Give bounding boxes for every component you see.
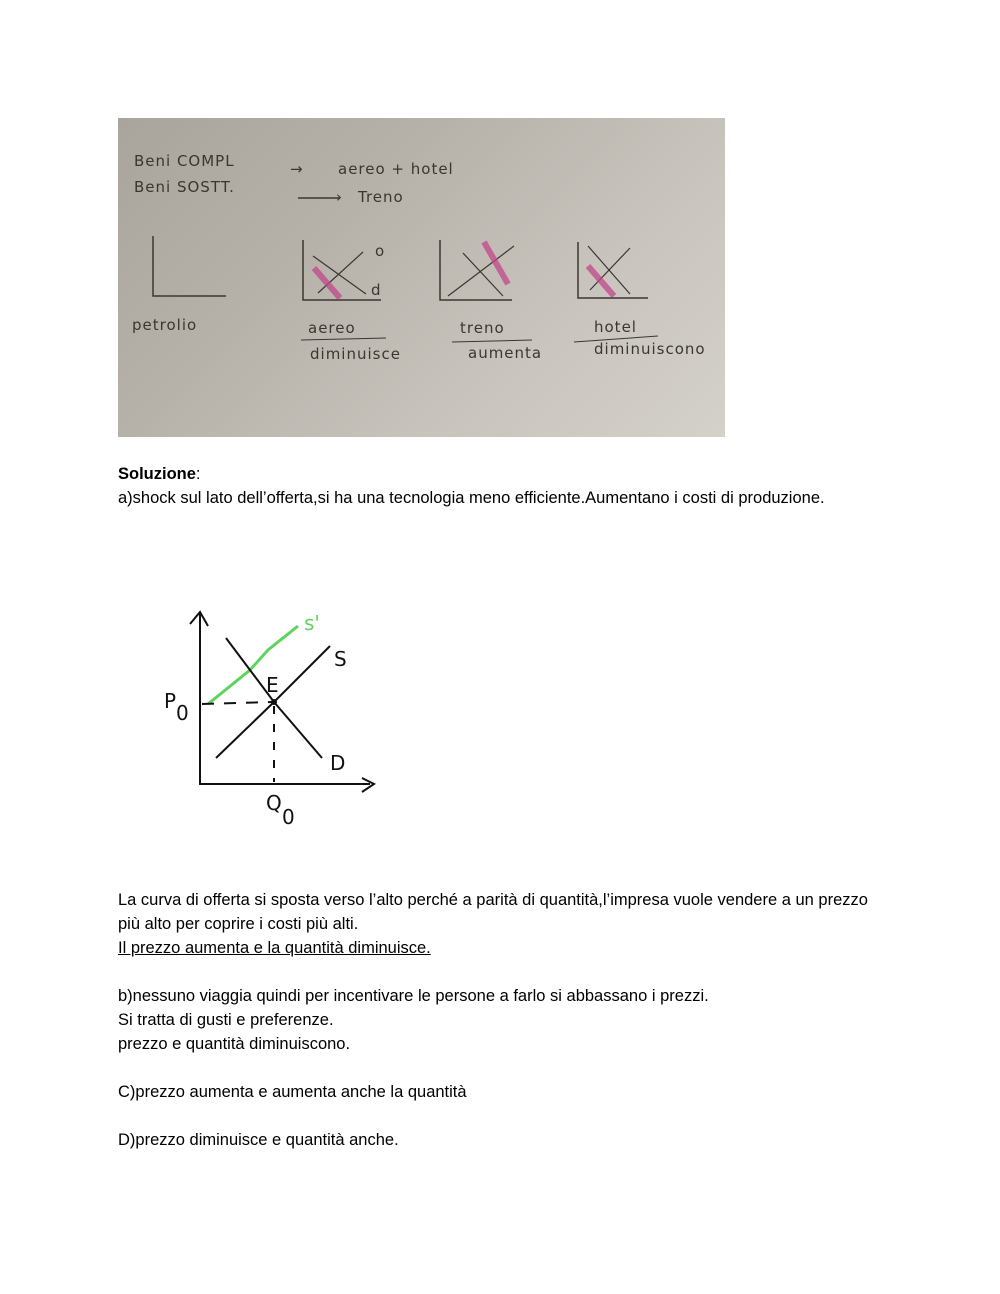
sketch-s-label: S [334, 647, 347, 671]
solution-block [118, 462, 888, 510]
spacer-1 [118, 960, 888, 984]
panel1-label: petrolio [132, 316, 198, 334]
sketch-p-label: P [164, 689, 177, 713]
solution-heading-colon: : [195, 465, 201, 483]
notes-line1-right: aereo + hotel [338, 160, 454, 178]
b-line-3: prezzo e quantità diminuiscono. [118, 1035, 351, 1053]
notes-line2-right: Treno [358, 188, 404, 206]
notes-arrow1: → [290, 160, 304, 178]
panel1-axes [153, 236, 226, 296]
c-line: C)prezzo aumenta e aumenta anche la quantità [118, 1083, 467, 1101]
shift-explanation: La curva di offerta si sposta verso l’alto perché a parità di quantità,l’impresa vuole vendere a un prezzo più alto per coprire i costi più alti. [118, 891, 868, 933]
panel4-bottom-label: diminuiscono [594, 340, 706, 358]
supply-demand-sketch [150, 598, 390, 838]
panel3-highlight [484, 242, 508, 284]
b-line-2: Si tratta di gusti e preferenze. [118, 1011, 334, 1029]
d-line: D)prezzo diminuisce e quantità anche. [118, 1131, 399, 1149]
panel2-top-label: aereo [308, 319, 356, 337]
result-a: Il prezzo aumenta e la quantità diminuisce. [118, 939, 431, 957]
solution-heading: Soluzione [118, 465, 196, 483]
explanation-block [118, 888, 888, 1152]
panel4-top-label: hotel [594, 318, 637, 336]
sketch-demand-curve [226, 638, 322, 758]
notes-line2-left: Beni SOSTT. [134, 178, 235, 196]
notes-drawing [118, 118, 725, 437]
panel2-o-label: o [375, 242, 386, 260]
b-line-1: b)nessuno viaggia quindi per incentivare le persone a farlo si abbassano i prezzi. [118, 987, 709, 1005]
sketch-e-label: E [266, 673, 279, 697]
spacer-2 [118, 1056, 888, 1080]
panel3-bottom-label: aumenta [468, 344, 543, 362]
sketch-p-sub: 0 [176, 701, 189, 725]
spacer-3 [118, 1104, 888, 1128]
panel3-supply [448, 246, 514, 296]
notes-line1-left: Beni COMPL [134, 152, 235, 170]
solution-heading-line [118, 462, 888, 486]
panel2-d-label: d [371, 281, 382, 299]
handwritten-notes-photo [118, 118, 725, 437]
panel2-divider [301, 338, 386, 340]
sketch-price-guide [202, 702, 272, 704]
panel3-top-label: treno [460, 319, 505, 337]
panel3-divider [452, 340, 532, 342]
sketch-s-prime-label: s' [304, 611, 320, 635]
notes-arrow2-head: › [336, 188, 343, 206]
sketch-q-sub: 0 [282, 805, 295, 829]
solution-a-text: a)shock sul lato dell’offerta,si ha una tecnologia meno efficiente.Aumentano i costi di produzione. [118, 489, 825, 507]
sketch-equilibrium-point [271, 699, 277, 705]
sketch-d-label: D [330, 751, 346, 775]
panel2-bottom-label: diminuisce [310, 345, 401, 363]
sketch-q-label: Q [266, 791, 282, 815]
